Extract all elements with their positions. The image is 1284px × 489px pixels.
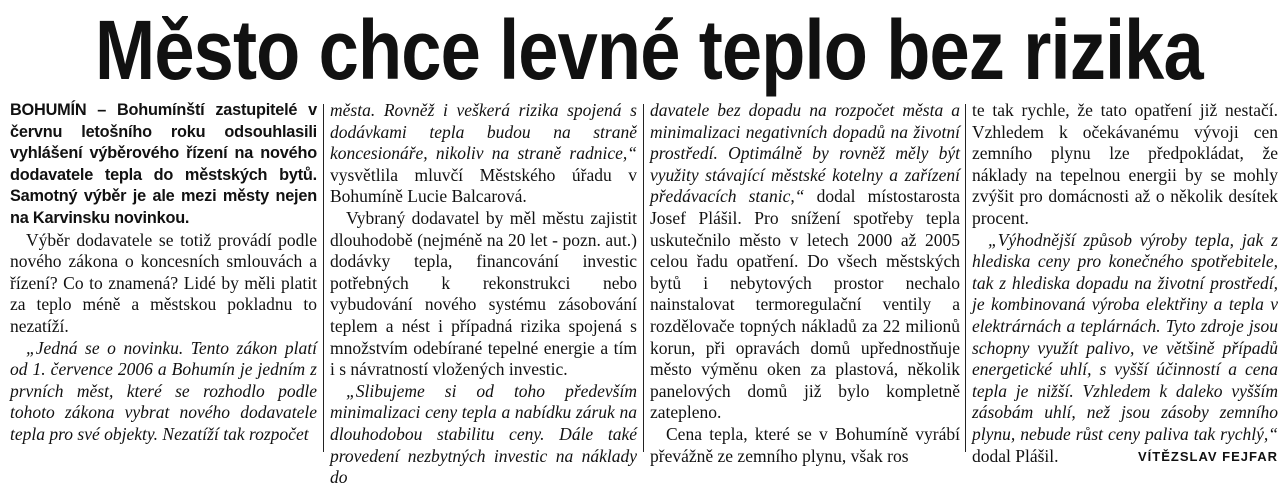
- quote-paragraph: „Slibujeme si od toho především minimalizaci ceny tepla a nabídku záruk na dlouhodobou stabilitu ceny. Dále také provedení nezbytných investic na náklady do: [330, 380, 637, 488]
- headline: Město chce levné teplo bez rizika: [95, 3, 1203, 97]
- paragraph: Cena tepla, které se v Bohumíně vyrábí převážně ze zemního plynu, však ros: [650, 423, 960, 466]
- lead-paragraph: BOHUMÍN – Bohumínští zastupitelé v červnu letošního roku odsouhlasili vyhlášení výběrového řízení na nového dodavatele tepla do městských bytů. Samotný výběr je ale mezi městy nejen na Karvinsku novinkou.: [10, 101, 317, 227]
- paragraph: [972, 230, 1278, 468]
- column-divider: [965, 104, 966, 452]
- quote-paragraph: „Jedná se o novinku. Tento zákon platí od 1. července 2006 a Bohumín je jedním z prvních měst, které se rozhodlo podle tohoto zákona vybrat nového dodavatele tepla pro své objekty. Nezatíží tak rozpočet: [10, 337, 317, 444]
- column-4: [972, 100, 1278, 466]
- column-3: [650, 100, 961, 466]
- column-2: [330, 100, 637, 488]
- paragraph: [650, 100, 960, 424]
- attribution-text: vysvětlila mluvčí Městského úřadu v Bohumíně Lucie Balcarová.: [330, 164, 637, 207]
- quote-text: města. Rovněž i veškerá rizika spojená s dodávkami tepla budou na straně koncesionáře, nikoliv na straně radnice,“: [330, 100, 637, 164]
- column-divider: [643, 104, 644, 452]
- byline: VÍTĚZSLAV FEJFAR: [1138, 448, 1278, 464]
- column-divider: [323, 104, 324, 452]
- paragraph: [330, 100, 637, 208]
- column-1: [10, 100, 317, 452]
- paragraph: Vybraný dodavatel by měl městu zajistit dlouhodobě (nejméně na 20 let - pozn. aut.) dodávky tepla, financování investic potřebných k rekonstrukci nebo vybudování nového systému zásobování teplem a nést i případná rizika spojená s množstvím odebírané tepelné energie a tím i s návratností vložených investic.: [330, 207, 637, 380]
- paragraph: Výběr dodavatele se totiž provádí podle nového zákona o koncesních smlouvách a řízení? Co to znamená? Lidé by měli platit za teplo méně a městskou pokladnu to nezatíží.: [10, 229, 317, 336]
- quote-text: „Výhodnější způsob výroby tepla, jak z hlediska ceny pro konečného spotřebitele, tak z hlediska dopadu na životní prostředí, je kombinovaná výroba elektřiny a tepla v elektrárnách a teplárnách. Tyto zdroje jsou schopny využít palivo, ve většině případů energetické uhlí, s vyšší účinností a cena tepla je nižší. Vzhledem k daleko vyšším zásobám uhlí, než jsou zásoby zemního plynu, nebude růst ceny paliva tak rychlý,“: [972, 229, 1278, 444]
- paragraph: te tak rychle, že tato opatření již nestačí. Vzhledem k očekávanému vývoji cen zemního plynu lze předpokládat, že náklady na tepelnou energii by se mohly zvýšit pro domácnosti až o několik desítek procent.: [972, 100, 1278, 228]
- attribution-text: dodal Plášil.: [972, 445, 1059, 466]
- body-text: dodal místostarosta Josef Plášil. Pro snížení spotřeby tepla uskutečnilo město v letech 2000 až 2005 celou řadu opatření. Do všech městských bytů i nebytových prostor nechalo nainstalovat termoregulační ventily a rozdělovače topných nákladů za 22 milionů korun, při opravách domů upřednostňuje město výměnu oken za plastová, několik panelových domů již bylo kompletně zatepleno.: [650, 186, 961, 423]
- quote-text: davatele bez dopadu na rozpočet města a minimalizaci negativních dopadů na životní prostředí. Optimálně by rovněž měly být využity stávající městské kotelny a zařízení předávacích stanic,“: [650, 100, 960, 207]
